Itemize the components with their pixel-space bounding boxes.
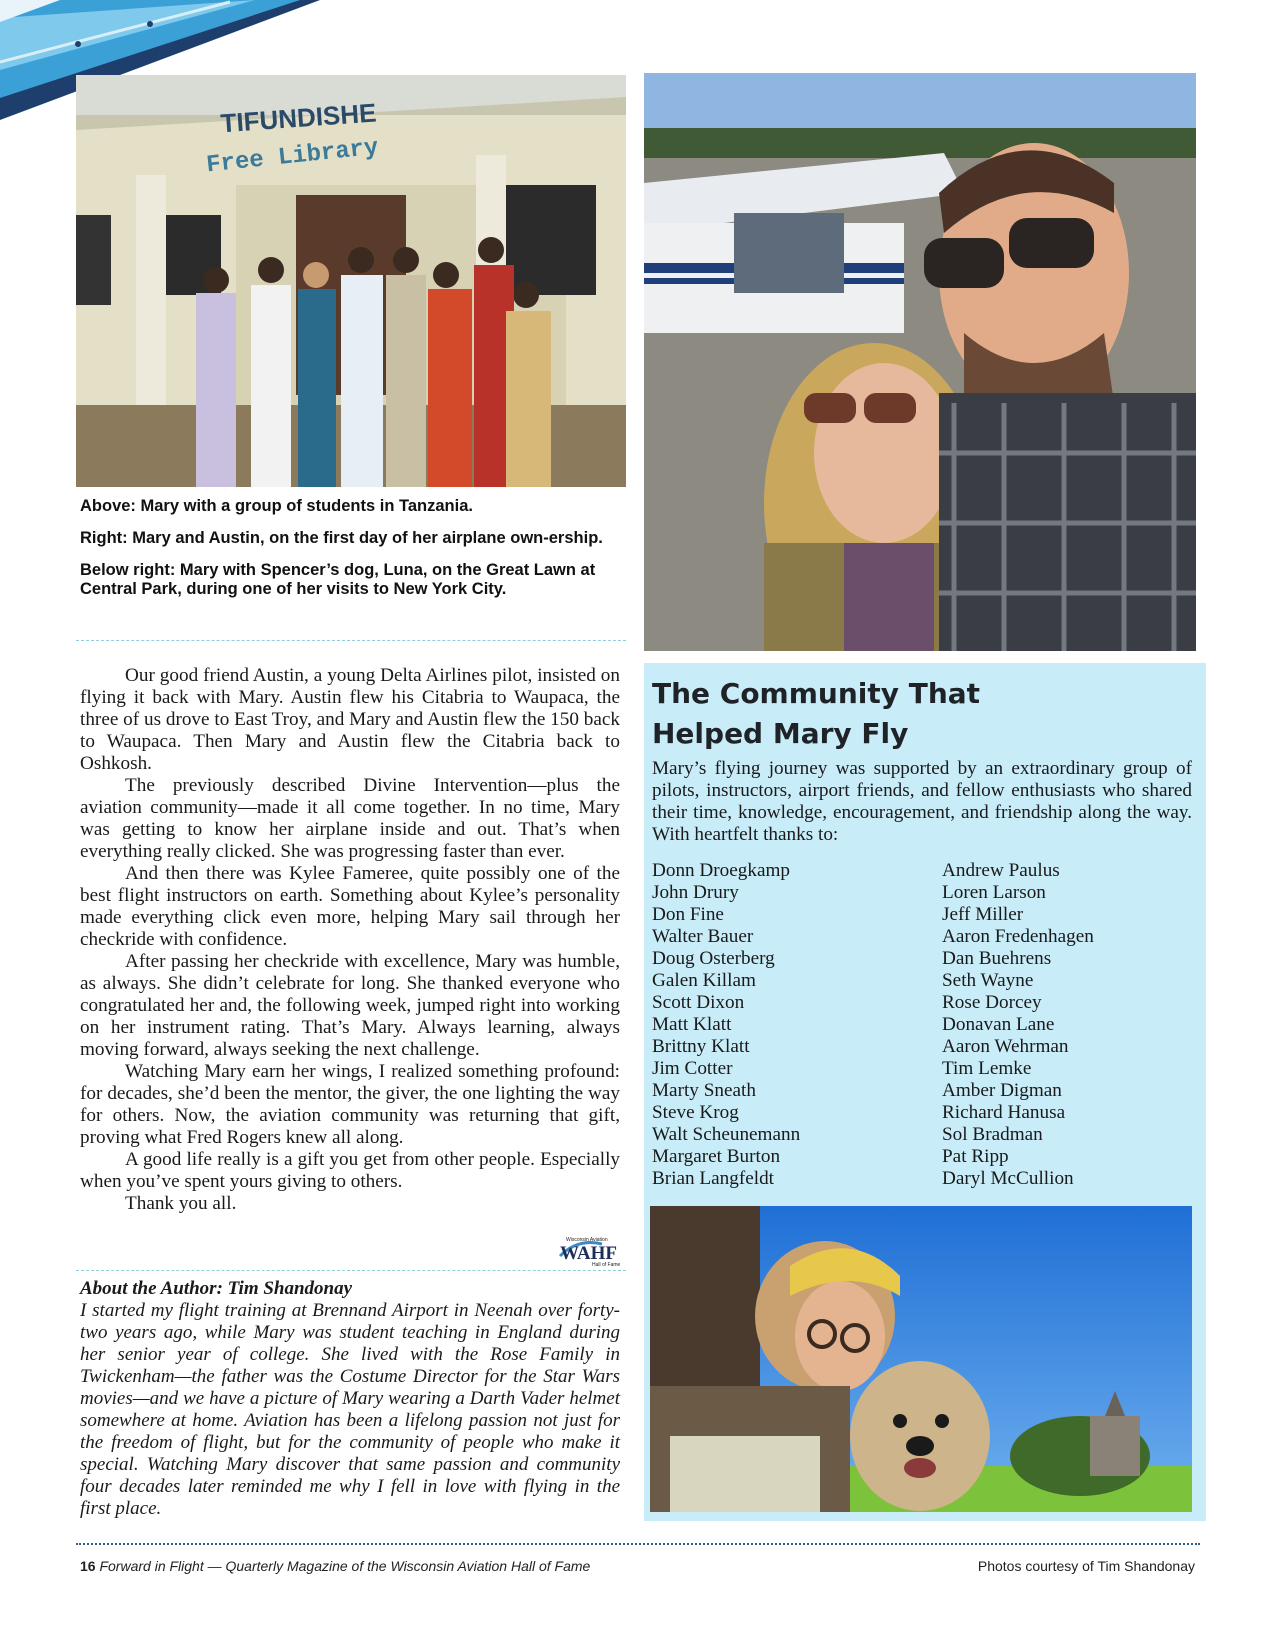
list-item: Brittny Klatt <box>652 1036 750 1057</box>
list-item: Tim Lemke <box>942 1058 1032 1079</box>
list-item: Don Fine <box>652 904 724 925</box>
body-paragraph: Thank you all. <box>125 1193 237 1214</box>
list-item: John Drury <box>652 882 739 903</box>
logo-small-bottom: Hall of Fame <box>592 1262 621 1268</box>
photo-luna-illustration <box>650 1206 1192 1512</box>
thanks-list-right <box>942 860 1192 1190</box>
body-paragraph: And then there was Kylee Fameree, quite possibly one of the best flight instructors on earth. Something about Kylee’s personality made everything click even more, helping Mary sail through her checkride with confidence. <box>80 863 620 950</box>
list-item: Donn Droegkamp <box>652 860 791 881</box>
list-item: Seth Wayne <box>942 970 1034 991</box>
wahf-logo-mark <box>558 1234 624 1268</box>
sidebar-title-line2: Helped Mary Fly <box>652 717 909 750</box>
caption-below-right: Below right: Mary with Spencer’s dog, Luna, on the Great Lawn at Central Park, during one of her visits to New York City. <box>80 561 596 598</box>
logo-small-top: Wisconsin Aviation <box>566 1237 608 1243</box>
list-item: Amber Digman <box>942 1080 1062 1101</box>
list-item: Richard Hanusa <box>942 1102 1066 1123</box>
list-item: Dan Buehrens <box>942 948 1052 969</box>
body-paragraph: The previously described Divine Intervention—plus the aviation community—made it all come together. In no time, Mary was getting to know her airplane inside and out. That’s when everything really clicked. She was progressing faster than ever. <box>80 775 620 862</box>
wahf-logo <box>558 1234 624 1268</box>
list-item: Walter Bauer <box>652 926 754 947</box>
list-item: Aaron Fredenhagen <box>942 926 1094 947</box>
list-item: Donavan Lane <box>942 1014 1055 1035</box>
body-paragraph: A good life really is a gift you get from other people. Especially when you’ve spent yours giving to others. <box>80 1149 620 1192</box>
list-item: Scott Dixon <box>652 992 745 1013</box>
photo-tanzania-illustration <box>76 75 626 487</box>
list-item: Sol Bradman <box>942 1124 1043 1145</box>
list-item: Daryl McCullion <box>942 1168 1074 1189</box>
list-item: Jim Cotter <box>652 1058 733 1079</box>
photo-captions <box>80 497 620 612</box>
body-paragraph: Our good friend Austin, a young Delta Airlines pilot, insisted on flying it back with Mary. Austin flew his Citabria to Waupaca, the three of us drove to East Troy, and Mary and Austin flew the 150 back to Waupaca. Then Mary and Austin flew the Citabria back to Oshkosh. <box>80 665 620 774</box>
list-item: Steve Krog <box>652 1102 739 1123</box>
list-item: Marty Sneath <box>652 1080 756 1101</box>
list-item: Jeff Miller <box>942 904 1024 925</box>
sign-free-library: Free Library <box>205 134 380 180</box>
logo-text: WAHF <box>560 1243 617 1264</box>
list-item: Loren Larson <box>942 882 1046 903</box>
sidebar-intro: Mary’s flying journey was supported by an extraordinary group of pilots, instructors, airport friends, and fellow enthusiasts who shared their time, knowledge, encouragement, and friendship along the way. With heartfelt thanks to: <box>652 758 1192 845</box>
photo-mary-luna-central-park <box>650 1206 1192 1512</box>
sign-tifundishe: TIFUNDISHE <box>219 97 378 139</box>
list-item: Aaron Wehrman <box>942 1036 1069 1057</box>
publication-name: Forward in Flight — Quarterly Magazine of the Wisconsin Aviation Hall of Fame <box>99 1558 591 1574</box>
author-bio: I started my flight training at Brennand Airport in Neenah over forty-two years ago, while Mary was student teaching in England during her senior year of college. She lived with the Rose Family in Twickenham—the father was the Costume Director for the Star Wars movies—and we have a picture of Mary wearing a Darth Vader helmet somewhere at home. Aviation has been a lifelong passion not just for the freedom of flight, but for the community of people who make it special. Watching Mary discover that same passion and community four decades later reminded me why I fell in love with flying in the first place. <box>80 1300 620 1519</box>
list-item: Walt Scheunemann <box>652 1124 801 1145</box>
list-item: Rose Dorcey <box>942 992 1042 1013</box>
footer-divider <box>76 1543 1200 1545</box>
footer-left <box>80 1558 590 1574</box>
thanks-list-left <box>652 860 922 1190</box>
author-divider <box>76 1270 626 1271</box>
photo-mary-austin-airplane <box>644 73 1196 651</box>
caption-right: Right: Mary and Austin, on the first day of her airplane own-ership. <box>80 529 603 547</box>
photo-selfie-illustration <box>644 73 1196 651</box>
photo-credit: Photos courtesy of Tim Shandonay <box>977 1558 1195 1574</box>
sidebar-title-line1: The Community That <box>652 677 981 710</box>
body-paragraph: Watching Mary earn her wings, I realized something profound: for decades, she’d been the mentor, the giver, the one lighting the way for others. Now, the aviation community was returning that gift, proving what Fred Rogers knew all along. <box>80 1061 620 1148</box>
sidebar-title <box>652 674 1192 754</box>
list-item: Margaret Burton <box>652 1146 781 1167</box>
article-body <box>80 665 620 1215</box>
list-item: Andrew Paulus <box>942 860 1060 881</box>
photo-tanzania-students <box>76 75 626 487</box>
caption-divider <box>76 640 626 641</box>
list-item: Pat Ripp <box>942 1146 1009 1167</box>
page-number: 16 <box>80 1558 96 1574</box>
list-item: Doug Osterberg <box>652 948 775 969</box>
list-item: Galen Killam <box>652 970 756 991</box>
body-paragraph: After passing her checkride with excellence, Mary was humble, as always. She didn’t celebrate for long. She thanked everyone who congratulated her and, the following week, jumped right into working on her instrument rating. That’s Mary. Always learning, always moving forward, always seeking the next challenge. <box>80 951 620 1060</box>
author-heading: About the Author: Tim Shandonay <box>80 1278 353 1299</box>
list-item: Brian Langfeldt <box>652 1168 775 1189</box>
list-item: Matt Klatt <box>652 1014 732 1035</box>
caption-above: Above: Mary with a group of students in Tanzania. <box>80 497 473 515</box>
about-author <box>80 1278 620 1520</box>
